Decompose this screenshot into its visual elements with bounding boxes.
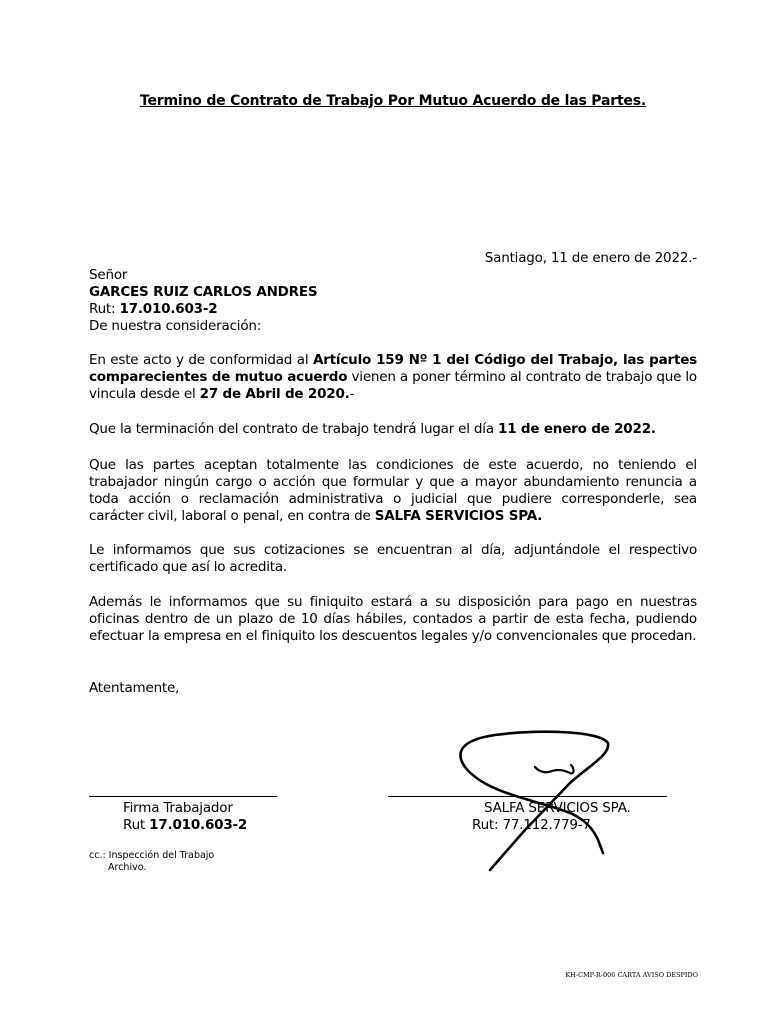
paragraph-text: En este acto y de conformidad al bbox=[89, 352, 313, 368]
paragraph-bold-text: Artículo 159 Nº 1 del Código del Trabajo, las partes comparecientes de mutuo acuerdo bbox=[89, 352, 697, 385]
closing: Atentamente, bbox=[89, 680, 180, 696]
paragraph-text: Que las partes aceptan totalmente las condiciones de este acuerdo, no teniendo el trabajador ningún cargo o acción que formular y que a mayor abundamiento renuncia a toda acción o reclamación administrativa o judicial que pudiere corresponderle, sea carácter civil, laboral o penal, en contra de bbox=[89, 457, 697, 524]
addressee-rut-line bbox=[89, 301, 697, 318]
worker-rut: 17.010.603-2 bbox=[149, 817, 248, 833]
addressee-rut: 17.010.603-2 bbox=[119, 301, 218, 317]
paragraph-bold-text: SALFA SERVICIOS SPA. bbox=[374, 508, 543, 524]
paragraph-bold-text: 27 de Abril de 2020. bbox=[199, 386, 350, 402]
document-code: KH-CMP-R-006 CARTA AVISO DESPIDO bbox=[565, 971, 698, 979]
addressee-block bbox=[89, 267, 697, 335]
paragraph-agreement bbox=[89, 352, 697, 403]
carbon-copy-block bbox=[89, 850, 214, 874]
document-title: Termino de Contrato de Trabajo Por Mutuo Acuerdo de las Partes. bbox=[140, 93, 646, 109]
company-rut: Rut: 77.112.779-7 bbox=[472, 817, 591, 833]
greeting: De nuestra consideración: bbox=[89, 318, 262, 334]
date-line: Santiago, 11 de enero de 2022.- bbox=[484, 250, 697, 266]
addressee-name: GARCES RUIZ CARLOS ANDRES bbox=[89, 284, 318, 300]
paragraph-termination-date bbox=[89, 421, 697, 438]
cc-line: cc.: Inspección del Trabajo bbox=[89, 850, 215, 861]
paragraph-bold-text: 11 de enero de 2022. bbox=[498, 421, 656, 437]
paragraph-text: Que la terminación del contrato de trabajo tendrá lugar el día bbox=[89, 421, 499, 437]
handwritten-signature bbox=[440, 725, 640, 875]
paragraph-conditions bbox=[89, 457, 697, 525]
paragraph-contributions: Le informamos que sus cotizaciones se encuentran al día, adjuntándole el respectivo certificado que así lo acredita. bbox=[89, 542, 697, 575]
cc-line: Archivo. bbox=[108, 862, 147, 873]
worker-rut-label: Rut bbox=[123, 817, 150, 833]
salutation: Señor bbox=[89, 267, 128, 283]
worker-signature-label: Firma Trabajador bbox=[123, 800, 233, 816]
paragraph-text: - bbox=[349, 386, 355, 402]
worker-rut-line bbox=[123, 817, 247, 834]
worker-signature-line bbox=[89, 796, 277, 797]
paragraph-settlement: Además le informamos que su finiquito estará a su disposición para pago en nuestras oficinas dentro de un plazo de 10 días hábiles, contados a partir de esta fecha, pudiendo efectuar la empresa en el finiquito los descuentos legales y/o convencionales que procedan. bbox=[89, 594, 697, 644]
paragraph-text: vienen a poner término al contrato de trabajo que lo vincula desde el bbox=[89, 369, 697, 402]
company-name: SALFA SERVICIOS SPA. bbox=[484, 800, 631, 816]
rut-label: Rut: bbox=[89, 301, 120, 317]
